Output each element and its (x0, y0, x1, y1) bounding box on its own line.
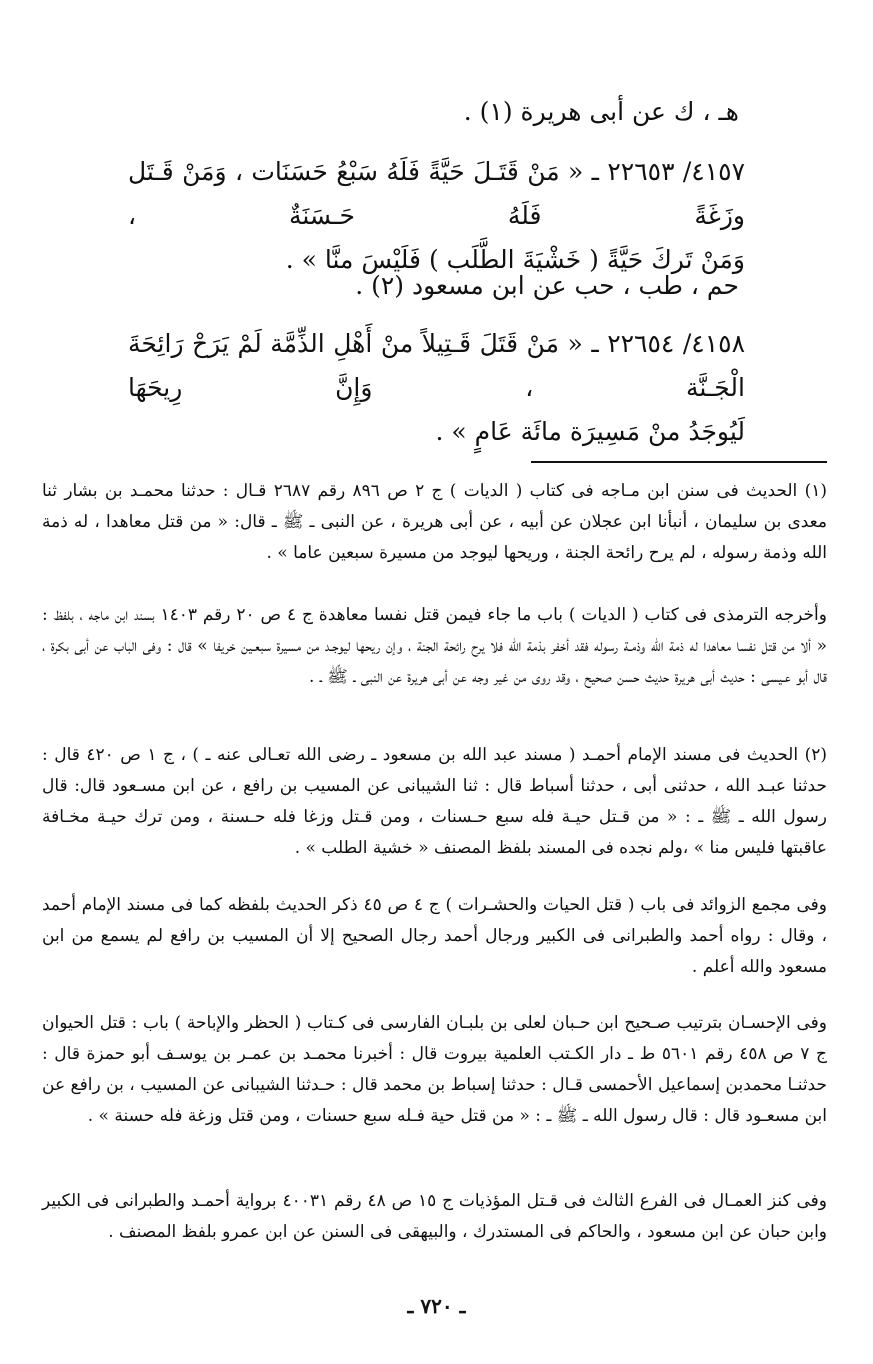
source-line-2 (128, 264, 739, 308)
footnote-2-kanz-text: وفى كنز العمـال فى الفرع الثالث فى قـتل المؤذيات ج ١٥ ص ٤٨ رقم ٤٠٠٣١ برواية أحمـد والطبرانى فى الكبير وابن حبان عن ابن مسعود ، والحاكم فى المستدرك ، والبيهقى فى السنن عن ابن عمرو بلفظ المصنف . (42, 1191, 827, 1242)
footnote-2-majma-text: وفى مجمع الزوائد فى باب ( قتل الحيات والحشـرات ) ج ٤ ص ٤٥ ذكر الحديث بلفظه كما فى مسند الإمام أحمد ، وقال : رواه أحمد والطبرانى فى الكبير ورجال أحمد رجال الصحيح إلا أن المسيب بن رافع لم يسمع من ابن مسعود والله أعلم . (42, 895, 827, 977)
hadith-4157 (128, 150, 745, 282)
footnote-1-continuation (42, 600, 827, 693)
footnote-2-ihsan-text: وفى الإحسـان بترتيب صـحيح ابن حـبان لعلى بن بلبـان الفارسى فى كـتاب ( الحظر والإباحة ) باب : قتل الحيوان ج ٧ ص ٤٥٨ رقم ٥٦٠١ ط ـ دار الكـتب العلمية بيروت قال : أخبرنا محمـد بن عمـر بن يوسـف أبو حمزة قال : حدثنـا محمدبن إسماعيل الأحمسى قـال : حدثنا إسباط بن محمد قال : حـدثنا الشيبانى عن المسيب ، بن رافع عن ابن مسعـود قال : قال رسول الله ـ ﷺ ـ : « من قتل حية فـله سبع حسنات ، ومن قتل وزغة فله حسنة » . (42, 1013, 827, 1126)
footnote-1-tirmidhi-text: وأخرجه الترمذى فى كتاب ( الديات ) باب ما جاء فيمن قتل نفسا معاهدة ج ٤ ص ٢٠ رقم ١٤٠٣ بسند ابن ماجه ، بلفظ : « ألا من قتل نفسا معاهدا له ذمة الله وذمـة رسوله فقد أخفر بذمة الله فلا يرح رائحة الجنة ، وإن ريحها ليوجـد من مسيرة سبعـين خريفا » قال : وفى الباب عن أبى بكرة ، قال أبو عـيسى : حديث أبى هريرة حديث حسن صحيح ، وقد روى من غير وجه عن أبى هريرة عن النبى ـ ﷺ ـ . (42, 605, 827, 687)
footnote-2 (42, 740, 827, 864)
hadith-4157-line-2: وَمَنْ تَركَ حَيَّةً ( خَشْيَةَ الطَّلَب ) فَلَيْسَ منَّا » . (285, 245, 745, 274)
source-text-2: حم ، طب ، حب عن ابن مسعود (٢) . (355, 271, 739, 300)
hadith-4158 (128, 322, 745, 454)
footnote-separator (531, 461, 827, 463)
source-line-1 (128, 90, 739, 134)
source-text-1: هـ ، ك عن أبى هريرة (١) . (463, 97, 739, 126)
hadith-4157-line-1: ٤١٥٧/ ٢٢٦٥٣ ـ « مَنْ قَتَـلَ حَيَّةً فَلَهُ سَبْعُ حَسَنَات ، وَمَنْ قَـتَل وزَغَةً فَلَهُ حَـسَنَةٌ ، (128, 157, 746, 230)
footnote-2-text: (٢) الحديث فى مسند الإمام أحمـد ( مسند عبد الله بن مسعود ـ رضى الله تعـالى عنه ـ ) ، ج ١ ص ٤٢٠ قال : حدثنا عبـد الله ، حدثنى أبى ، حدثنا أسباط قال : ثنا الشيبانى عن المسيب بن رافع ، عن ابن مسـعود قال: قال رسول الله ـ ﷺ ـ : « من قـتل حيـة فله سبع حـسنات ، ومن قـتل وزغا فله حـسنة ، ومن ترك حيـة مخـافة عاقبتها فليس منا » ،ولم نجده فى المسند بلفظ المصنف « خشية الطلب » . (42, 745, 827, 858)
footnote-2-majma (42, 890, 827, 983)
footnote-2-kanz (42, 1186, 827, 1248)
footnote-1-text: (١) الحديث فى سنن ابن مـاجه فى كتاب ( الديات ) ج ٢ ص ٨٩٦ رقم ٢٦٨٧ قـال : حدثنا محمـد بن بشار ثنا معدى بن سليمان ، أنبأنا ابن عجلان عن أبيه ، عن أبى هريرة ، عن النبى ـ ﷺ ـ قال: « من قتل معاهدا ، له ذمة الله وذمة رسوله ، لم يرح رائحة الجنة ، وريحها ليوجد من مسيرة سبعين عاما » . (42, 481, 827, 563)
page-number: ـ ٧٢٠ ـ (407, 1294, 466, 1318)
footnote-1 (42, 476, 827, 569)
hadith-4158-line-2: لَيُوجَدُ منْ مَسِيرَة مائَة عَامٍ » . (435, 417, 745, 446)
footnote-2-ihsan (42, 1008, 827, 1132)
hadith-4158-line-1: ٤١٥٨/ ٢٢٦٥٤ ـ « مَنْ قَتَلَ قَـتِيلاً منْ أَهْلِ الذِّمَّة لَمْ يَرَحْ رَائِحَةَ الْجَـنَّة ، وَإِنَّ رِيحَهَا (128, 329, 745, 402)
